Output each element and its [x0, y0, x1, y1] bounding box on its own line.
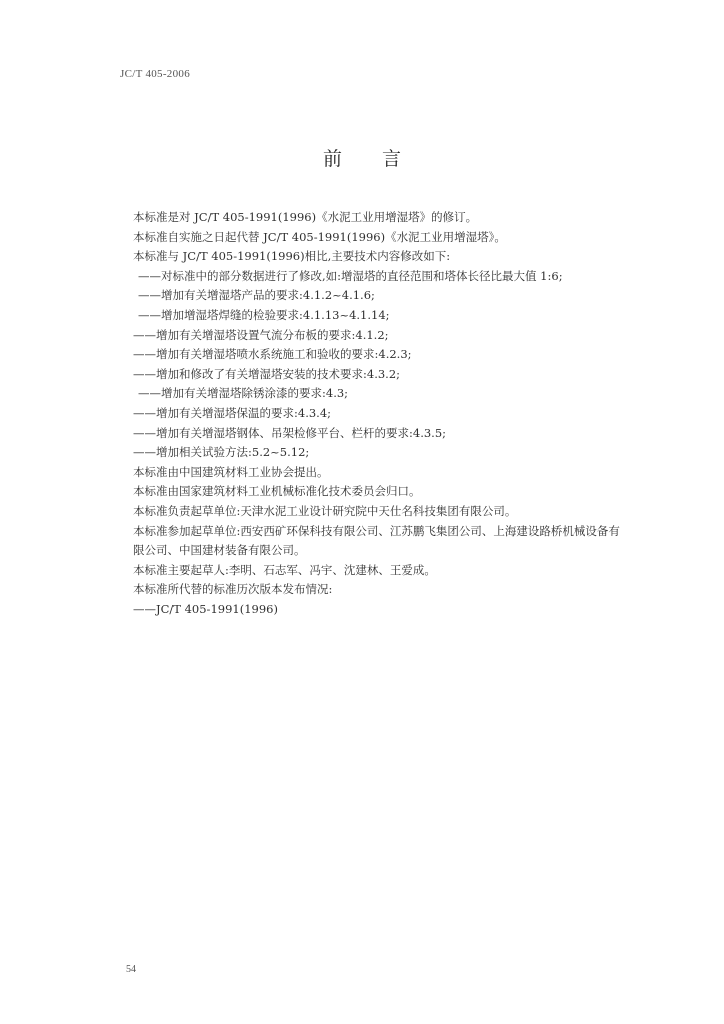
change-list-item: ——增加有关增湿塔除锈涂漆的要求:4.3;: [138, 386, 349, 401]
change-list-item: ——增加有关增湿塔设置气流分布板的要求:4.1.2;: [133, 327, 389, 342]
page-number: 54: [126, 964, 136, 975]
paragraph-line: 本标准是对 JC/T 405-1991(1996)《水泥工业用增湿塔》的修订。: [133, 210, 478, 224]
change-list-item: ——增加有关增湿塔保温的要求:4.3.4;: [133, 405, 332, 420]
change-list-item: ——增加相关试验方法:5.2~5.12;: [133, 445, 310, 460]
page-title: 前言: [322, 148, 441, 170]
paragraph-line: 本标准由中国建筑材料工业协会提出。: [133, 464, 329, 479]
change-list-item: ——增加有关增湿塔钢体、吊架检修平台、栏杆的要求:4.3.5;: [133, 425, 447, 440]
paragraph-line: 本标准所代替的标准历次版本发布情况:: [133, 582, 333, 597]
paragraph-line: 本标准主要起草人:李明、石志军、冯宇、沈建林、王爱成。: [133, 562, 436, 577]
paragraph-line: 本标准负责起草单位:天津水泥工业设计研究院中天仕名科技集团有限公司。: [133, 503, 517, 518]
foreword-body: [133, 208, 673, 619]
change-list-item: ——增加和修改了有关增湿塔安装的技术要求:4.3.2;: [133, 366, 401, 381]
paragraph-line: 本标准与 JC/T 405-1991(1996)相比,主要技术内容修改如下:: [133, 249, 451, 264]
standard-code-header: JC/T 405-2006: [120, 68, 191, 80]
paragraph-line: ——JC/T 405-1991(1996): [133, 601, 278, 616]
paragraph-line: 本标准参加起草单位:西安西矿环保科技有限公司、江苏鹏飞集团公司、上海建设路桥机械设备有: [133, 523, 620, 538]
change-list-item: ——对标准中的部分数据进行了修改,如:增湿塔的直径范围和塔体长径比最大值 1:6;: [138, 268, 563, 283]
change-list-item: ——增加有关增湿塔喷水系统施工和验收的要求:4.2.3;: [133, 347, 412, 362]
paragraph-line: 本标准由国家建筑材料工业机械标准化技术委员会归口。: [133, 484, 421, 499]
paragraph-line: 本标准自实施之日起代替 JC/T 405-1991(1996)《水泥工业用增湿塔》。: [133, 229, 506, 244]
paragraph-line: 限公司、中国建材装备有限公司。: [133, 543, 306, 558]
change-list-item: ——增加有关增湿塔产品的要求:4.1.2~4.1.6;: [138, 288, 375, 303]
change-list-item: ——增加增湿塔焊缝的检验要求:4.1.13~4.1.14;: [138, 307, 390, 322]
